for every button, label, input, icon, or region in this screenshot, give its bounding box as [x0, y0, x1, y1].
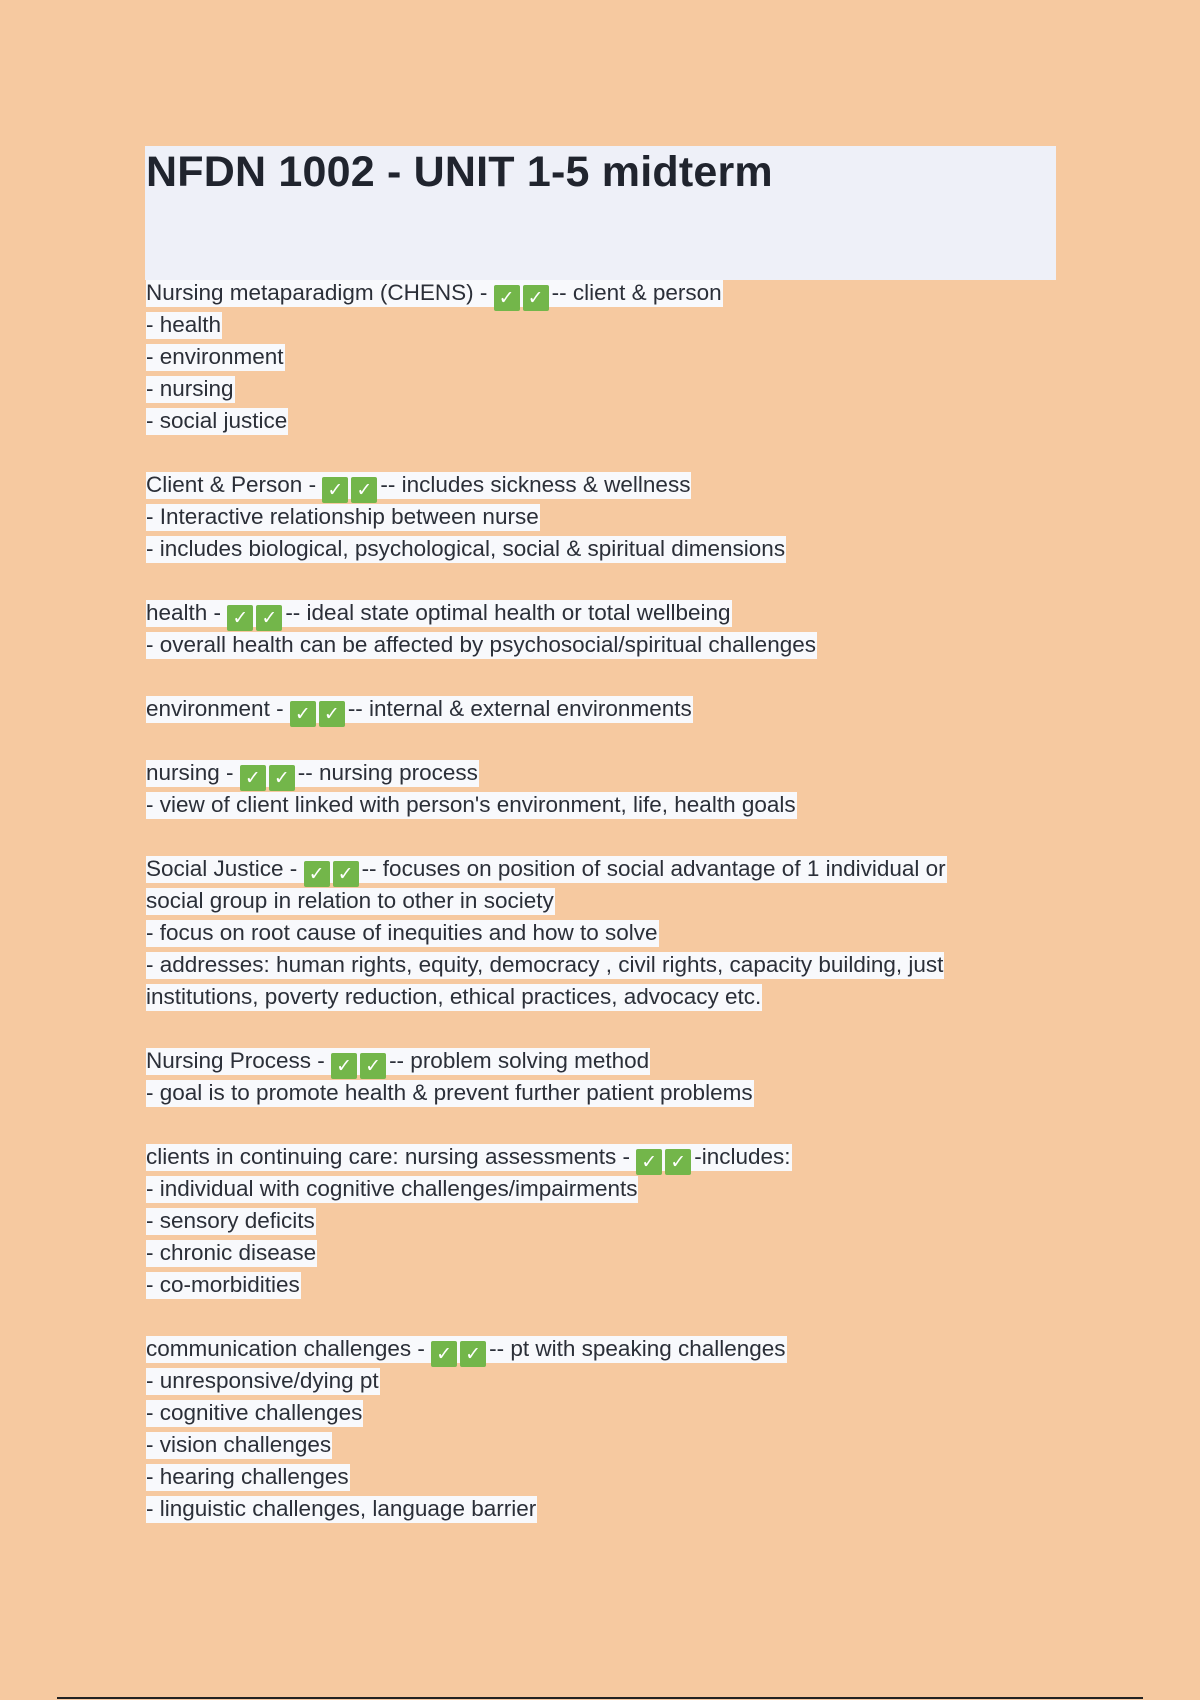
entry-answer: -- includes sickness & wellness — [380, 472, 691, 497]
entry-bullet: - addresses: human rights, equity, democracy , civil rights, capacity building, just — [146, 952, 944, 977]
entry-term-line — [146, 1333, 1046, 1365]
entry-bullet: - sensory deficits — [146, 1208, 315, 1233]
entry-term: health - — [146, 600, 228, 625]
entry-bullet: institutions, poverty reduction, ethical practices, advocacy etc. — [146, 984, 762, 1009]
bottom-divider — [57, 1697, 1143, 1699]
entry-term-highlight — [146, 280, 723, 307]
entry-bullet: - vision challenges — [146, 1432, 332, 1457]
entry-bullet-line — [146, 789, 1046, 821]
entry-term-line — [146, 1045, 1046, 1077]
entry-bullet: - environment — [146, 344, 284, 369]
entry-bullet: - chronic disease — [146, 1240, 317, 1265]
entry-bullet-line — [146, 1269, 1046, 1301]
entry-term-highlight — [146, 856, 947, 883]
check-mark-icon: ✓ — [290, 701, 316, 727]
entry-term-line — [146, 277, 1046, 309]
entry-bullet-line — [146, 405, 1046, 437]
entry-bullet-line — [146, 1461, 1046, 1493]
entry-bullet: - social justice — [146, 408, 288, 433]
entry-term: nursing - — [146, 760, 240, 785]
flashcard-entry — [146, 1045, 1046, 1109]
entry-bullet: - health — [146, 312, 222, 337]
entry-bullet-line — [146, 501, 1046, 533]
entry-bullet: - includes biological, psychological, social & spiritual dimensions — [146, 536, 786, 561]
check-mark-icon: ✓ — [322, 477, 348, 503]
entry-answer: -includes: — [694, 1144, 791, 1169]
entry-bullet-line — [146, 373, 1046, 405]
entry-term: environment - — [146, 696, 290, 721]
check-mark-icon: ✓ — [431, 1341, 457, 1367]
check-mark-icon: ✓ — [351, 477, 377, 503]
entry-bullet: - co-morbidities — [146, 1272, 300, 1297]
entry-term-highlight — [146, 1144, 792, 1171]
entry-term: Nursing Process - — [146, 1048, 332, 1073]
entry-term-line — [146, 757, 1046, 789]
entry-bullet: - goal is to promote health & prevent further patient problems — [146, 1080, 753, 1105]
entry-bullet-line — [146, 885, 1046, 917]
page-title: NFDN 1002 - UNIT 1-5 midterm — [146, 148, 773, 196]
entry-bullet: - view of client linked with person's environment, life, health goals — [146, 792, 796, 817]
flashcard-list — [146, 277, 1046, 1557]
flashcard-entry — [146, 853, 1046, 1013]
check-mark-icon: ✓ — [240, 765, 266, 791]
entry-term-highlight — [146, 1336, 787, 1363]
check-mark-pair — [290, 700, 348, 726]
entry-bullet-line — [146, 917, 1046, 949]
entry-bullet-line — [146, 341, 1046, 373]
flashcard-entry — [146, 693, 1046, 725]
entry-bullet-line — [146, 629, 1046, 661]
entry-term-line — [146, 469, 1046, 501]
entry-answer: -- problem solving method — [389, 1048, 650, 1073]
check-mark-icon: ✓ — [333, 861, 359, 887]
flashcard-entry — [146, 277, 1046, 437]
entry-bullet: - individual with cognitive challenges/impairments — [146, 1176, 638, 1201]
entry-bullet: - hearing challenges — [146, 1464, 349, 1489]
entry-term: Nursing metaparadigm (CHENS) - — [146, 280, 494, 305]
check-mark-pair — [431, 1340, 489, 1366]
check-mark-pair — [322, 476, 380, 502]
entry-bullet-line — [146, 1237, 1046, 1269]
entry-answer: -- focuses on position of social advantage of 1 individual or — [361, 856, 946, 881]
entry-term-line — [146, 853, 1046, 885]
check-mark-pair — [227, 604, 285, 630]
check-mark-icon: ✓ — [636, 1149, 662, 1175]
check-mark-icon: ✓ — [665, 1149, 691, 1175]
entry-term: Social Justice - — [146, 856, 304, 881]
check-mark-icon: ✓ — [319, 701, 345, 727]
entry-bullet-line — [146, 1077, 1046, 1109]
entry-term: Client & Person - — [146, 472, 323, 497]
entry-bullet: - nursing — [146, 376, 234, 401]
entry-bullet: - linguistic challenges, language barrier — [146, 1496, 537, 1521]
check-mark-pair — [494, 284, 552, 310]
entry-term-highlight — [146, 696, 693, 723]
check-mark-icon: ✓ — [256, 605, 282, 631]
flashcard-entry — [146, 1333, 1046, 1525]
flashcard-entry — [146, 757, 1046, 821]
entry-bullet-line — [146, 1397, 1046, 1429]
entry-answer: -- internal & external environments — [347, 696, 692, 721]
check-mark-pair — [240, 764, 298, 790]
entry-term-line — [146, 1141, 1046, 1173]
entry-bullet-line — [146, 309, 1046, 341]
entry-answer: -- nursing process — [297, 760, 478, 785]
entry-bullet-line — [146, 1365, 1046, 1397]
entry-term: clients in continuing care: nursing assessments - — [146, 1144, 637, 1169]
entry-bullet: social group in relation to other in society — [146, 888, 554, 913]
entry-term-line — [146, 597, 1046, 629]
entry-term-highlight — [146, 472, 691, 499]
entry-bullet-line — [146, 1493, 1046, 1525]
flashcard-entry — [146, 597, 1046, 661]
entry-answer: -- pt with speaking challenges — [489, 1336, 786, 1361]
entry-bullet-line — [146, 1205, 1046, 1237]
entry-answer: -- client & person — [551, 280, 722, 305]
entry-bullet: - unresponsive/dying pt — [146, 1368, 379, 1393]
check-mark-icon: ✓ — [494, 285, 520, 311]
entry-bullet-line — [146, 949, 1046, 981]
check-mark-icon: ✓ — [460, 1341, 486, 1367]
entry-bullet: - cognitive challenges — [146, 1400, 363, 1425]
entry-term-highlight — [146, 760, 479, 787]
entry-bullet: - overall health can be affected by psychosocial/spiritual challenges — [146, 632, 816, 657]
entry-bullet: - Interactive relationship between nurse — [146, 504, 539, 529]
entry-bullet-line — [146, 1173, 1046, 1205]
entry-bullet: - focus on root cause of inequities and how to solve — [146, 920, 658, 945]
entry-term-highlight — [146, 600, 732, 627]
entry-answer: -- ideal state optimal health or total wellbeing — [285, 600, 731, 625]
entry-bullet-line — [146, 1429, 1046, 1461]
check-mark-icon: ✓ — [523, 285, 549, 311]
check-mark-icon: ✓ — [227, 605, 253, 631]
entry-term-highlight — [146, 1048, 650, 1075]
check-mark-icon: ✓ — [331, 1053, 357, 1079]
check-mark-icon: ✓ — [360, 1053, 386, 1079]
entry-term-line — [146, 693, 1046, 725]
check-mark-pair — [636, 1148, 694, 1174]
check-mark-pair — [304, 860, 362, 886]
entry-bullet-line — [146, 533, 1046, 565]
entry-term: communication challenges - — [146, 1336, 432, 1361]
entry-bullet-line — [146, 981, 1046, 1013]
flashcard-entry — [146, 1141, 1046, 1301]
check-mark-icon: ✓ — [269, 765, 295, 791]
check-mark-pair — [331, 1052, 389, 1078]
check-mark-icon: ✓ — [304, 861, 330, 887]
flashcard-entry — [146, 469, 1046, 565]
